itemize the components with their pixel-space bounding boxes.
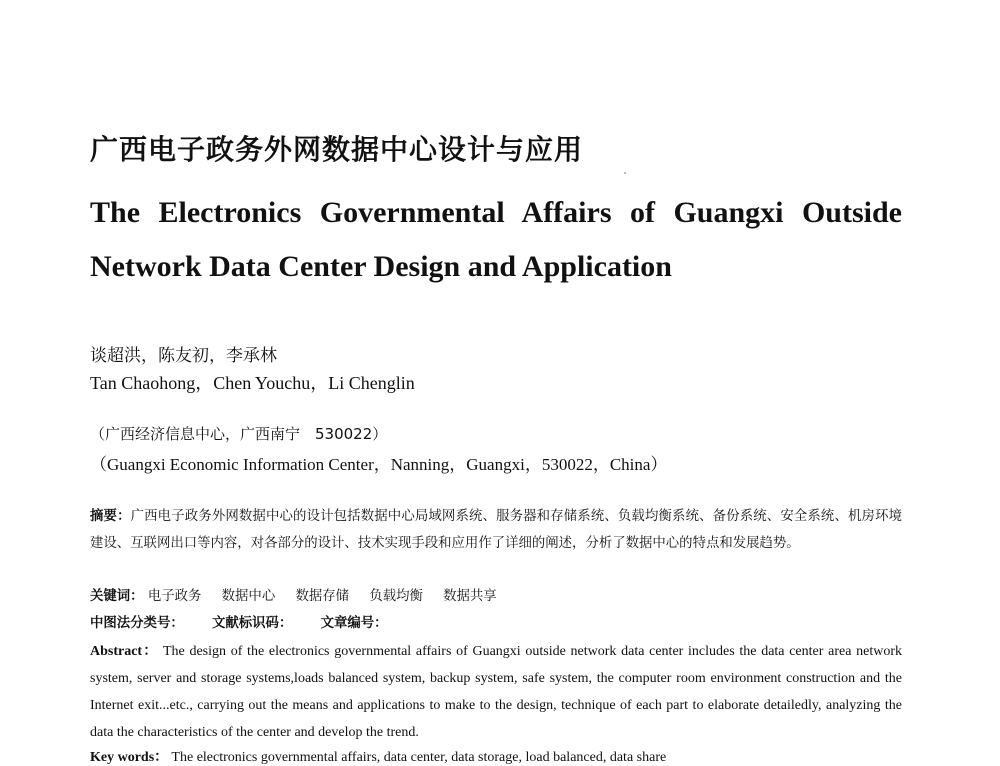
abstract-english-text: The design of the electronics governmental affairs of Guangxi outside network data center includes the data center area network system, server and storage systems,loads balanced system, backup system, safe system, the computer room environment construction and the Internet exit...etc., carrying out the means and applications to make to the design, technique of each part to elaborate detailedly, analyzing the data the characteristics of the center and develop the trend. — [90, 644, 902, 740]
keywords-english-label: Key words： — [90, 750, 169, 765]
abstract-chinese-label: 摘要： — [90, 509, 131, 524]
abstract-english-label: Abstract： — [90, 644, 159, 659]
title-chinese: 广西电子政务外网数据中心设计与应用 — [90, 133, 584, 166]
keyword-chinese: 数据存储 — [295, 589, 350, 604]
abstract-chinese-text: 广西电子政务外网数据中心的设计包括数据中心局域网系统、服务器和存储系统、负载均衡系统、备份系统、安全系统、机房环境建设、互联网出口等内容，对各部分的设计、技术实现手段和应用作了详细的阐述，分析了数据中心的特点和发展趋势。 — [90, 509, 902, 551]
keywords-chinese-label: 关键词： — [90, 589, 144, 604]
affiliation-english: （Guangxi Economic Information Center，Nanning，Guangxi，530022，China） — [90, 455, 668, 474]
abstract-chinese — [90, 503, 902, 557]
clc-number-label: 中图法分类号： — [90, 616, 184, 631]
abstract-english — [90, 638, 902, 746]
document-code-label: 文献标识码： — [212, 616, 293, 631]
affiliation-chinese: （广西经济信息中心，广西南宁 530022） — [90, 425, 388, 443]
keywords-english — [90, 746, 666, 766]
keywords-english-text: The electronics governmental affairs, data center, data storage, load balanced, data share — [171, 750, 667, 765]
authors-chinese: 谈超洪，陈友初，李承林 — [90, 346, 277, 366]
keyword-chinese: 数据中心 — [221, 589, 276, 604]
keyword-chinese: 负载均衡 — [369, 589, 423, 604]
authors-english: Tan Chaohong，Chen Youchu，Li Chenglin — [90, 373, 415, 393]
title-english-line-1: The Electronics Governmental Affairs of Guangxi Outside — [90, 196, 902, 229]
keyword-chinese: 数据共享 — [443, 589, 497, 604]
scan-speck — [624, 172, 626, 174]
keyword-chinese: 电子政务 — [147, 589, 202, 604]
title-english — [90, 186, 902, 294]
title-english-line-2: Network Data Center Design and Application — [90, 250, 672, 283]
keywords-chinese — [90, 585, 513, 604]
classification-row — [90, 612, 412, 631]
article-number-label: 文章编号： — [320, 616, 388, 631]
